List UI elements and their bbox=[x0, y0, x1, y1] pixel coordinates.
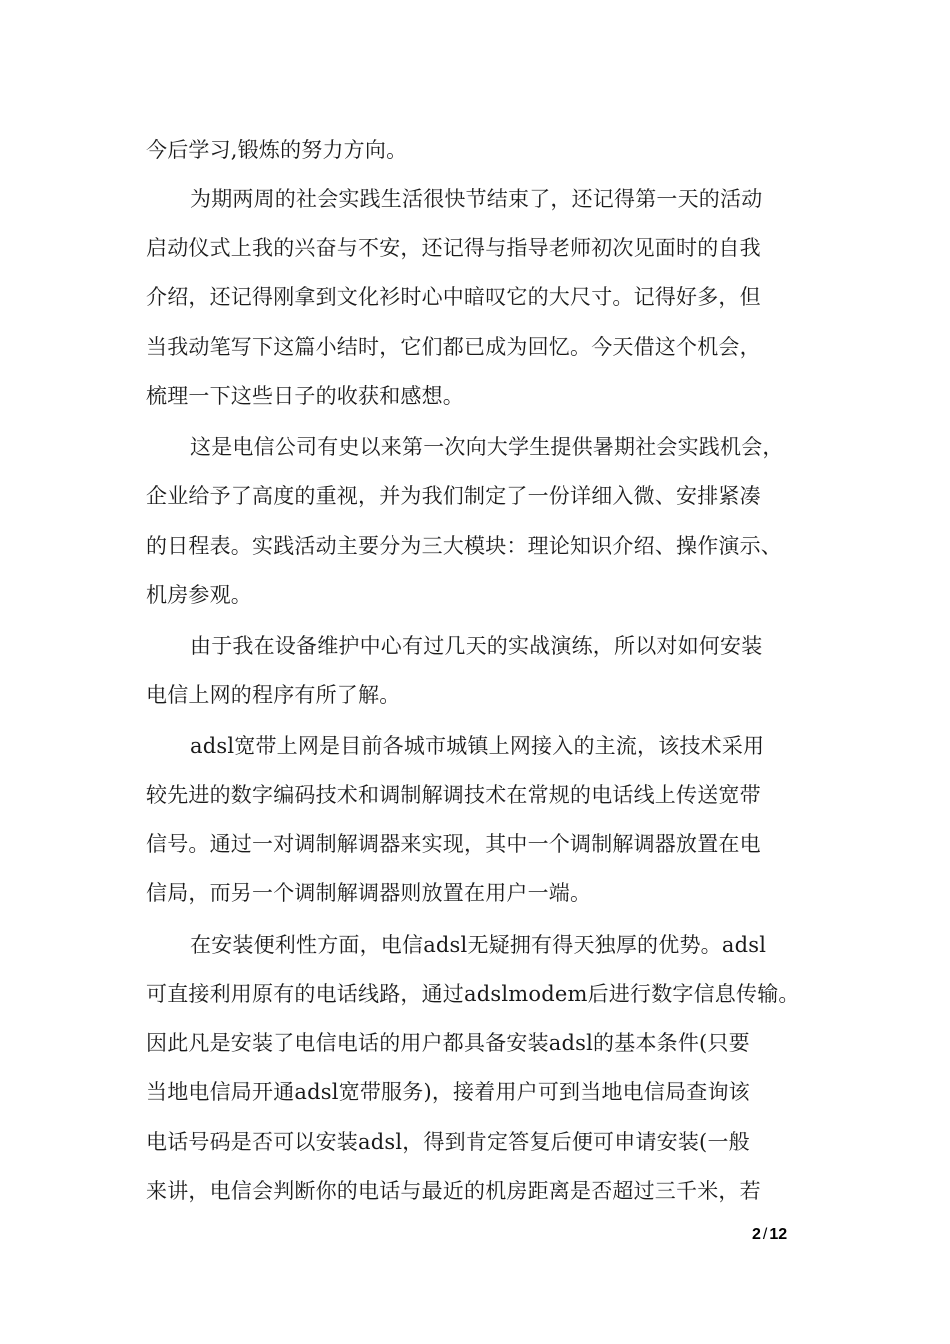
text-line: 机房参观。 bbox=[146, 583, 252, 607]
text-line: 在安装便利性方面，电信adsl无疑拥有得天独厚的优势。adsl bbox=[190, 933, 767, 957]
text-line: 信局，而另一个调制解调器则放置在用户一端。 bbox=[146, 881, 592, 905]
text-line: 的日程表。实践活动主要分为三大模块：理论知识介绍、操作演示、 bbox=[146, 534, 782, 558]
page-number bbox=[752, 1226, 787, 1244]
text-line: 信号。通过一对调制解调器来实现，其中一个调制解调器放置在电 bbox=[146, 832, 761, 856]
text-line: 可直接利用原有的电话线路，通过adslmodem后进行数字信息传输。 bbox=[146, 982, 800, 1006]
text-line: 电话号码是否可以安装adsl，得到肯定答复后便可申请安装(一般 bbox=[146, 1130, 750, 1154]
text-line: 介绍，还记得刚拿到文化衫时心中暗叹它的大尺寸。记得好多，但 bbox=[146, 285, 761, 309]
text-line: 电信上网的程序有所了解。 bbox=[146, 683, 401, 707]
text-line: 梳理一下这些日子的收获和感想。 bbox=[146, 384, 464, 408]
text-line: 这是电信公司有史以来第一次向大学生提供暑期社会实践机会， bbox=[190, 435, 784, 459]
text-line: 由于我在设备维护中心有过几天的实战演练，所以对如何安装 bbox=[190, 634, 763, 658]
text-line: 启动仪式上我的兴奋与不安，还记得与指导老师初次见面时的自我 bbox=[146, 236, 761, 260]
page-separator: / bbox=[762, 1226, 768, 1243]
current-page-number: 2 bbox=[752, 1226, 761, 1243]
text-line: adsl宽带上网是目前各城市城镇上网接入的主流，该技术采用 bbox=[190, 734, 765, 758]
total-pages-number: 12 bbox=[769, 1226, 788, 1243]
text-line: 今后学习,锻炼的努力方向。 bbox=[146, 138, 408, 162]
text-line: 为期两周的社会实践生活很快节结束了，还记得第一天的活动 bbox=[190, 187, 763, 211]
text-line: 来讲，电信会判断你的电话与最近的机房距离是否超过三千米，若 bbox=[146, 1179, 761, 1203]
text-line: 当地电信局开通adsl宽带服务)，接着用户可到当地电信局查询该 bbox=[146, 1080, 750, 1104]
text-line: 当我动笔写下这篇小结时，它们都已成为回忆。今天借这个机会， bbox=[146, 335, 761, 359]
text-line: 因此凡是安装了电信电话的用户都具备安装adsl的基本条件(只要 bbox=[146, 1031, 750, 1055]
text-line: 企业给予了高度的重视，并为我们制定了一份详细入微、安排紧凑 bbox=[146, 484, 761, 508]
text-line: 较先进的数字编码技术和调制解调技术在常规的电话线上传送宽带 bbox=[146, 783, 761, 807]
